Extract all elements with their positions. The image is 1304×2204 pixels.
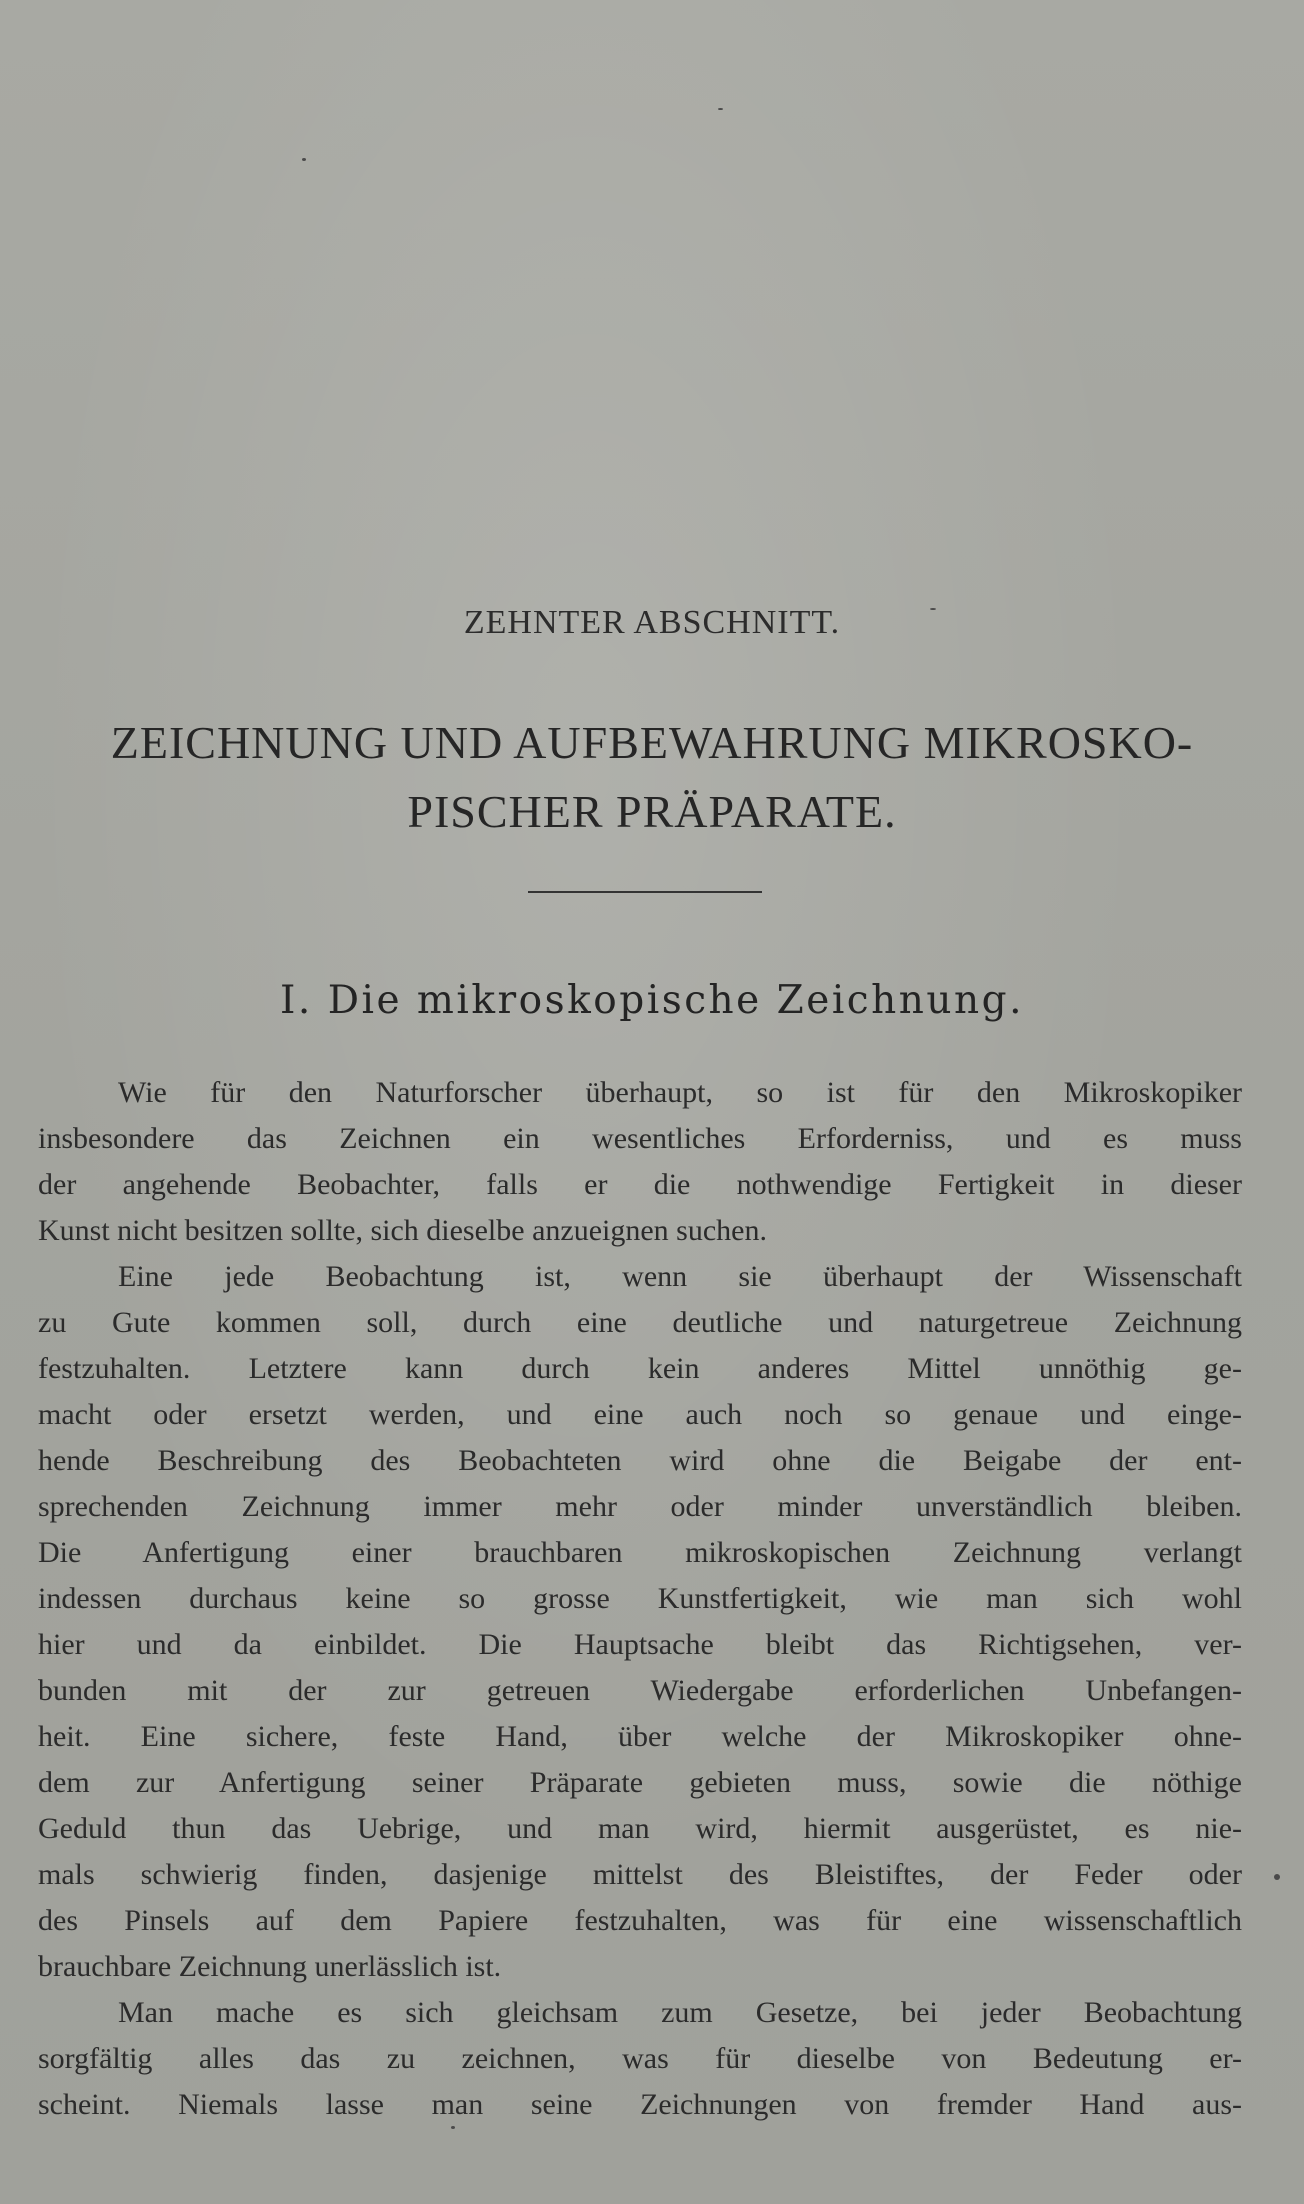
text-line: heit. Eine sichere, feste Hand, über welche der Mikroskopiker ohne- — [38, 1720, 1242, 1753]
section-label: ZEHNTER ABSCHNITT. — [463, 604, 841, 641]
paragraph-1 — [38, 1070, 1242, 1254]
text-line: dem zur Anfertigung seiner Präparate gebieten muss, sowie die nöthige — [38, 1766, 1242, 1799]
text-line: Die Anfertigung einer brauchbaren mikroskopischen Zeichnung verlangt — [38, 1536, 1242, 1569]
body-text — [38, 1070, 1242, 2128]
text-line: mals schwierig finden, dasjenige mittelst des Bleistiftes, der Feder oder — [38, 1858, 1242, 1891]
paragraph-3 — [38, 1990, 1242, 2128]
text-line: bunden mit der zur getreuen Wiedergabe erforderlichen Unbefangen- — [38, 1674, 1242, 1707]
scan-speck — [302, 158, 306, 161]
text-line: sorgfältig alles das zu zeichnen, was für dieselbe von Bedeutung er- — [38, 2042, 1242, 2075]
text-line: hende Beschreibung des Beobachteten wird ohne die Beigabe der ent- — [38, 1444, 1242, 1477]
text-line: Kunst nicht besitzen sollte, sich dieselbe anzueignen suchen. — [38, 1214, 767, 1247]
paragraph-2 — [38, 1254, 1242, 1990]
text-line: festzuhalten. Letztere kann durch kein anderes Mittel unnöthig ge- — [38, 1352, 1242, 1385]
chapter-title-line-2: PISCHER PRÄPARATE. — [407, 786, 897, 837]
scan-speck — [930, 608, 936, 610]
text-line: hier und da einbildet. Die Hauptsache bleibt das Richtigsehen, ver- — [38, 1628, 1242, 1661]
text-line: Man mache es sich gleichsam zum Gesetze, bei jeder Beobachtung — [118, 1996, 1242, 2029]
text-line: des Pinsels auf dem Papiere festzuhalten, was für eine wissenschaftlich — [38, 1904, 1242, 1937]
text-line: macht oder ersetzt werden, und eine auch noch so genaue und einge- — [38, 1398, 1242, 1431]
chapter-title — [60, 708, 1244, 846]
text-line: Wie für den Naturforscher überhaupt, so ist für den Mikroskopiker — [118, 1076, 1242, 1109]
text-line: zu Gute kommen soll, durch eine deutliche und naturgetreue Zeichnung — [38, 1306, 1242, 1339]
text-line: der angehende Beobachter, falls er die nothwendige Fertigkeit in dieser — [38, 1168, 1242, 1201]
text-line: Geduld thun das Uebrige, und man wird, hiermit ausgerüstet, es nie- — [38, 1812, 1242, 1845]
text-line: brauchbare Zeichnung unerlässlich ist. — [38, 1950, 502, 1983]
text-line: sprechenden Zeichnung immer mehr oder minder unverständlich bleiben. — [38, 1490, 1242, 1523]
text-line: indessen durchaus keine so grosse Kunstfertigkeit, wie man sich wohl — [38, 1582, 1242, 1615]
text-line: Eine jede Beobachtung ist, wenn sie überhaupt der Wissenschaft — [118, 1260, 1242, 1293]
scan-speck — [1274, 1874, 1280, 1880]
text-line: scheint. Niemals lasse man seine Zeichnungen von fremder Hand aus- — [38, 2088, 1242, 2121]
subsection-title: I. Die mikroskopische Zeichnung. — [280, 978, 1024, 1023]
title-divider — [528, 891, 762, 893]
scan-speck — [451, 2126, 455, 2129]
chapter-title-line-1: ZEICHNUNG UND AUFBEWAHRUNG MIKROSKO- — [110, 717, 1194, 768]
scan-speck — [718, 108, 723, 110]
text-line: insbesondere das Zeichnen ein wesentliches Erforderniss, und es muss — [38, 1122, 1242, 1155]
